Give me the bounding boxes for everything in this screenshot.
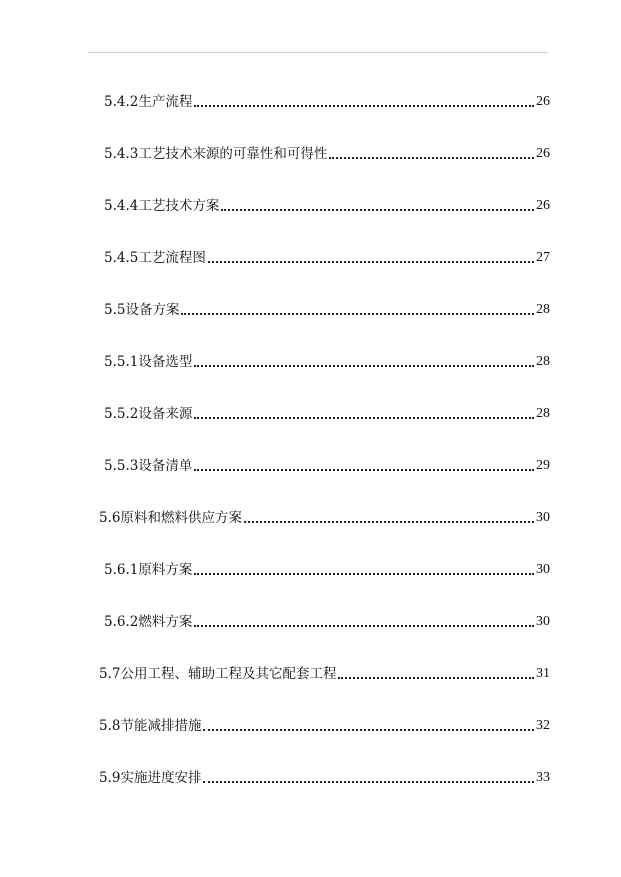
toc-entry-5-7[interactable]: [99, 662, 550, 682]
toc-page-number: 28: [536, 302, 550, 317]
toc-entry-title: 5.4.5工艺流程图: [104, 250, 206, 266]
toc-page-number: 26: [536, 198, 550, 213]
toc-entry-title: 5.6.1原料方案: [104, 562, 193, 578]
toc-entry-title: 5.7公用工程、辅助工程及其它配套工程: [99, 666, 337, 682]
toc-entry-5-6[interactable]: [99, 506, 550, 526]
toc-entry-5-4-4[interactable]: [104, 194, 550, 214]
toc-entry-title: 5.6原料和燃料供应方案: [99, 510, 242, 526]
toc-entry-5-4-2[interactable]: [104, 90, 550, 110]
toc-dot-leader: [221, 209, 534, 211]
toc-page-number: 31: [536, 666, 550, 681]
toc-entry-5-5-2[interactable]: [104, 402, 550, 422]
toc-dot-leader: [194, 105, 534, 107]
toc-dot-leader: [194, 573, 534, 575]
toc-entry-5-9[interactable]: [99, 766, 550, 786]
toc-entry-5-5-3[interactable]: [104, 454, 550, 474]
toc-entry-title: 5.5.3设备清单: [104, 458, 193, 474]
toc-page-number: 30: [536, 614, 550, 629]
toc-entry-5-8[interactable]: [99, 714, 550, 734]
toc-entry-title: 5.8节能减排措施: [99, 718, 202, 734]
toc-page-number: 27: [536, 250, 550, 265]
toc-page-number: 28: [536, 406, 550, 421]
toc-page-number: 32: [536, 718, 550, 733]
toc-page-number: 33: [536, 770, 550, 785]
toc-dot-leader: [194, 365, 534, 367]
toc-entry-title: 5.5.2设备来源: [104, 406, 193, 422]
toc-entry-title: 5.4.3工艺技术来源的可靠性和可得性: [104, 146, 328, 162]
toc-page-number: 29: [536, 458, 550, 473]
toc-dot-leader: [194, 417, 534, 419]
toc-entry-5-4-3[interactable]: [104, 142, 550, 162]
toc-entry-5-5-1[interactable]: [104, 350, 550, 370]
toc-entry-title: 5.4.4工艺技术方案: [104, 198, 220, 214]
toc-entry-title: 5.9实施进度安排: [99, 770, 202, 786]
toc-entry-5-6-2[interactable]: [104, 610, 550, 630]
toc-page-number: 28: [536, 354, 550, 369]
toc-entry-5-4-5[interactable]: [104, 246, 550, 266]
toc-entry-title: 5.4.2生产流程: [104, 94, 193, 110]
toc-dot-leader: [329, 157, 534, 159]
toc-entry-title: 5.5.1设备选型: [104, 354, 193, 370]
toc-dot-leader: [181, 313, 534, 315]
toc-dot-leader: [338, 677, 534, 679]
toc-dot-leader: [203, 781, 534, 783]
toc-entry-title: 5.6.2燃料方案: [104, 614, 193, 630]
toc-page-number: 26: [536, 146, 550, 161]
toc-page-number: 30: [536, 510, 550, 525]
toc-dot-leader: [194, 625, 534, 627]
toc-entry-5-6-1[interactable]: [104, 558, 550, 578]
toc-page-number: 30: [536, 562, 550, 577]
toc-entry-title: 5.5设备方案: [104, 302, 180, 318]
toc-page-number: 26: [536, 94, 550, 109]
toc-dot-leader: [194, 469, 534, 471]
toc-dot-leader: [244, 521, 534, 523]
toc-dot-leader: [208, 261, 534, 263]
toc-entry-5-5[interactable]: [104, 298, 550, 318]
toc-dot-leader: [203, 729, 534, 731]
